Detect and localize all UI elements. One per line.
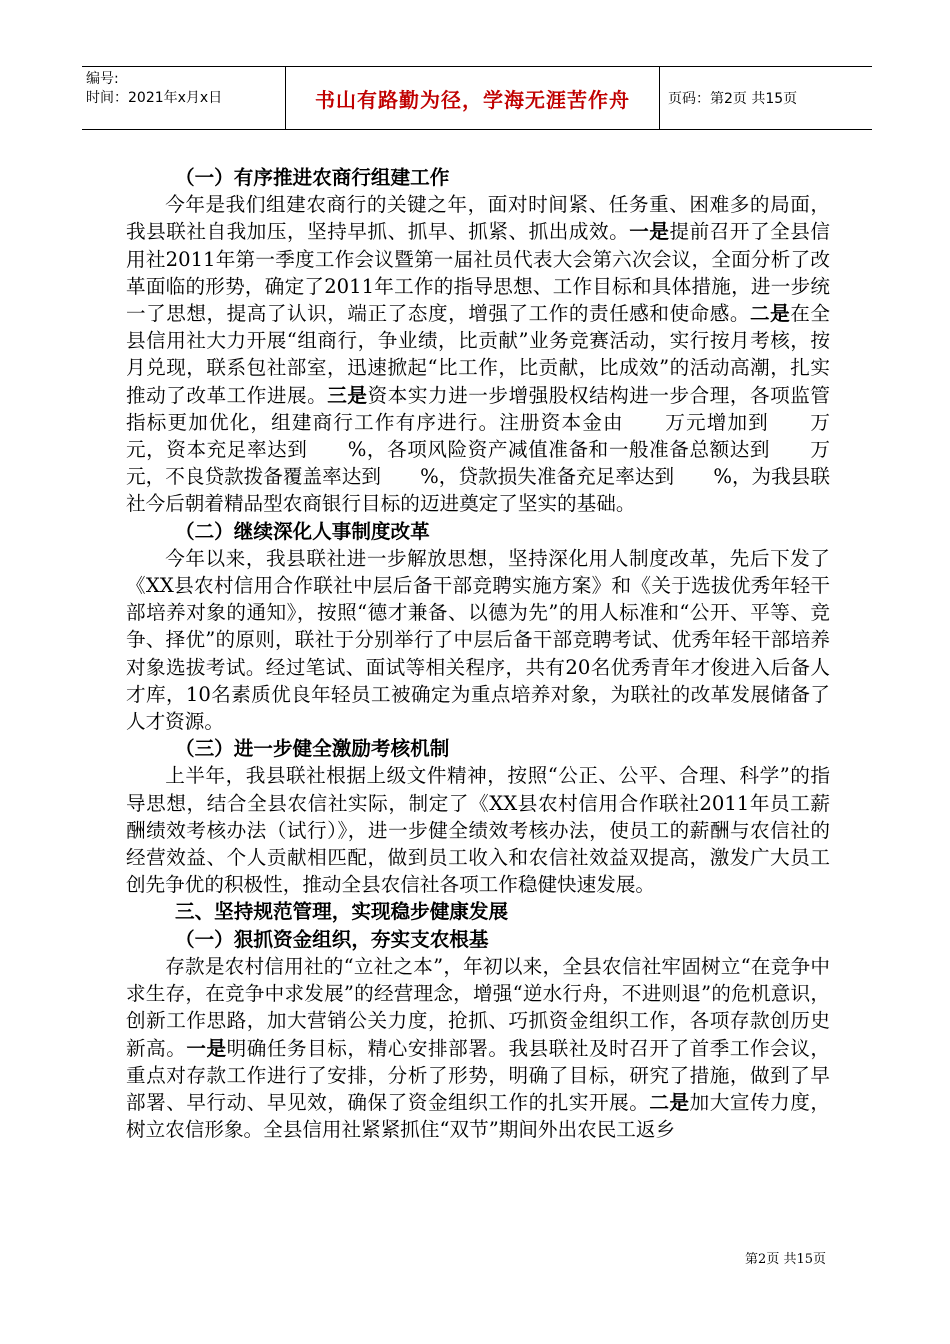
header-page-label: 页码：第2页 共15页: [668, 91, 798, 107]
emphasis: 三是: [327, 383, 368, 407]
paragraph-text: 在全县信用社大力开展“组商行，争业绩，比贡献”业务竞赛活动，实行按月考核，按月兑现，联系包社部室，迅速掀起“比工作，比贡献，比成效”的活动高潮，扎实推动了改革工作进展。: [126, 302, 831, 407]
document-body: [126, 164, 830, 1143]
header-motto: 书山有路勤为径，学海无涯苦作舟: [315, 87, 630, 112]
paragraph-text: 明确任务目标，精心安排部署。我县联社及时召开了首季工作会议，重点对存款工作进行了安排，分析了形势，明确了目标，研究了措施，做到了早部署、早行动、早见效，确保了资金组织工作的扎实开展。: [126, 1036, 831, 1114]
paragraph-text: 存款是农村信用社的“立社之本”，年初以来，全县农信社牢固树立“在竞争中求生存，在竞争中求发展”的经营理念，增强“逆水行舟，不进则退”的危机意识，创新工作思路，加大营销公关力度，抢抓、巧抓资金组织工作，各项存款创历史新高。: [126, 954, 830, 1060]
paragraph: 今年以来，我县联社进一步解放思想，坚持深化用人制度改革，先后下发了《XX县农村信用合作联社中层后备干部竞聘实施方案》和《关于选拔优秀年轻干部培养对象的通知》，按照“德才兼备、以德为先”的用人标准和“公开、平等、竞争、择优”的原则，联社于分别举行了中层后备干部竞聘考试、优秀年轻干部培养对象选拔考试。经过笔试、面试等相关程序，共有20名优秀青年才俊进入后备人才库，10名素质优良年轻员工被确定为重点培养对象，为联社的改革发展储备了人才资源。: [126, 546, 830, 734]
footer-page-label: 第2页 共15页: [745, 1252, 826, 1267]
section-heading: （三）进一步健全激励考核机制: [175, 737, 450, 761]
header-page-cell: [660, 67, 872, 129]
emphasis: 二是: [649, 1090, 690, 1114]
page-header: [82, 66, 872, 130]
paragraph-text: 提前召开了全县信用社2011年第一季度工作会议暨第一届社员代表大会第六次会议，全面分析了改革面临的形势，确定了2011年工作的指导思想、工作目标和具体措施，进一步统一了思想，提高了认识，端正了态度，增强了工作的责任感和使命感。: [126, 220, 831, 326]
paragraph-text: 资本实力进一步增强股权结构进一步合理，各项监管指标更加优化，组建商行工作有序进行。注册资本金由 万元增加到 万元，资本充足率达到 %，各项风险资产减值准备和一般准备总额达到 万元，不良贷款拨备覆盖率达到 %，贷款损失准备充足率达到 %，为我县联社今后朝着精品型农商银行目标的迈进奠定了坚实的基础。: [126, 383, 831, 516]
section-heading: （二）继续深化人事制度改革: [175, 519, 430, 543]
header-meta: [82, 67, 286, 129]
emphasis: 一是: [186, 1036, 227, 1060]
emphasis: 二是: [750, 302, 791, 326]
paragraph: 上半年，我县联社根据上级文件精神，按照“公正、公平、合理、科学”的指导思想，结合全县农信社实际，制定了《XX县农村信用合作联社2011年员工薪酬绩效考核办法（试行）》，进一步健全绩效考核办法，使员工的薪酬与农信社的经营效益、个人贡献相匹配，做到员工收入和农信社效益双提高，激发广大员工创先争优的积极性，推动全县农信社各项工作稳健快速发展。: [126, 764, 830, 897]
section-heading: （一）有序推进农商行组建工作: [175, 166, 450, 189]
paragraph: [126, 191, 830, 517]
number-label: 编号:: [86, 71, 119, 87]
paragraph-text: 今年是我们组建农商行的关键之年，面对时间紧、任务重、困难多的局面，我县联社自我加压，坚持早抓、抓早、抓紧、抓出成效。: [126, 193, 830, 244]
chapter-heading: 三、坚持规范管理，实现稳步健康发展: [175, 900, 509, 924]
page-footer: [745, 1248, 826, 1267]
emphasis: 一是: [629, 220, 670, 244]
section-heading: （一）狠抓资金组织，夯实支农根基: [175, 927, 489, 951]
paragraph: [126, 953, 830, 1143]
header-motto-cell: [286, 67, 660, 129]
paragraph-text: 加大宣传力度，树立农信形象。全县信用社紧紧抓住“双节”期间外出农民工返乡: [126, 1090, 831, 1142]
time-label: 时间：2021年x月x日: [86, 90, 223, 106]
